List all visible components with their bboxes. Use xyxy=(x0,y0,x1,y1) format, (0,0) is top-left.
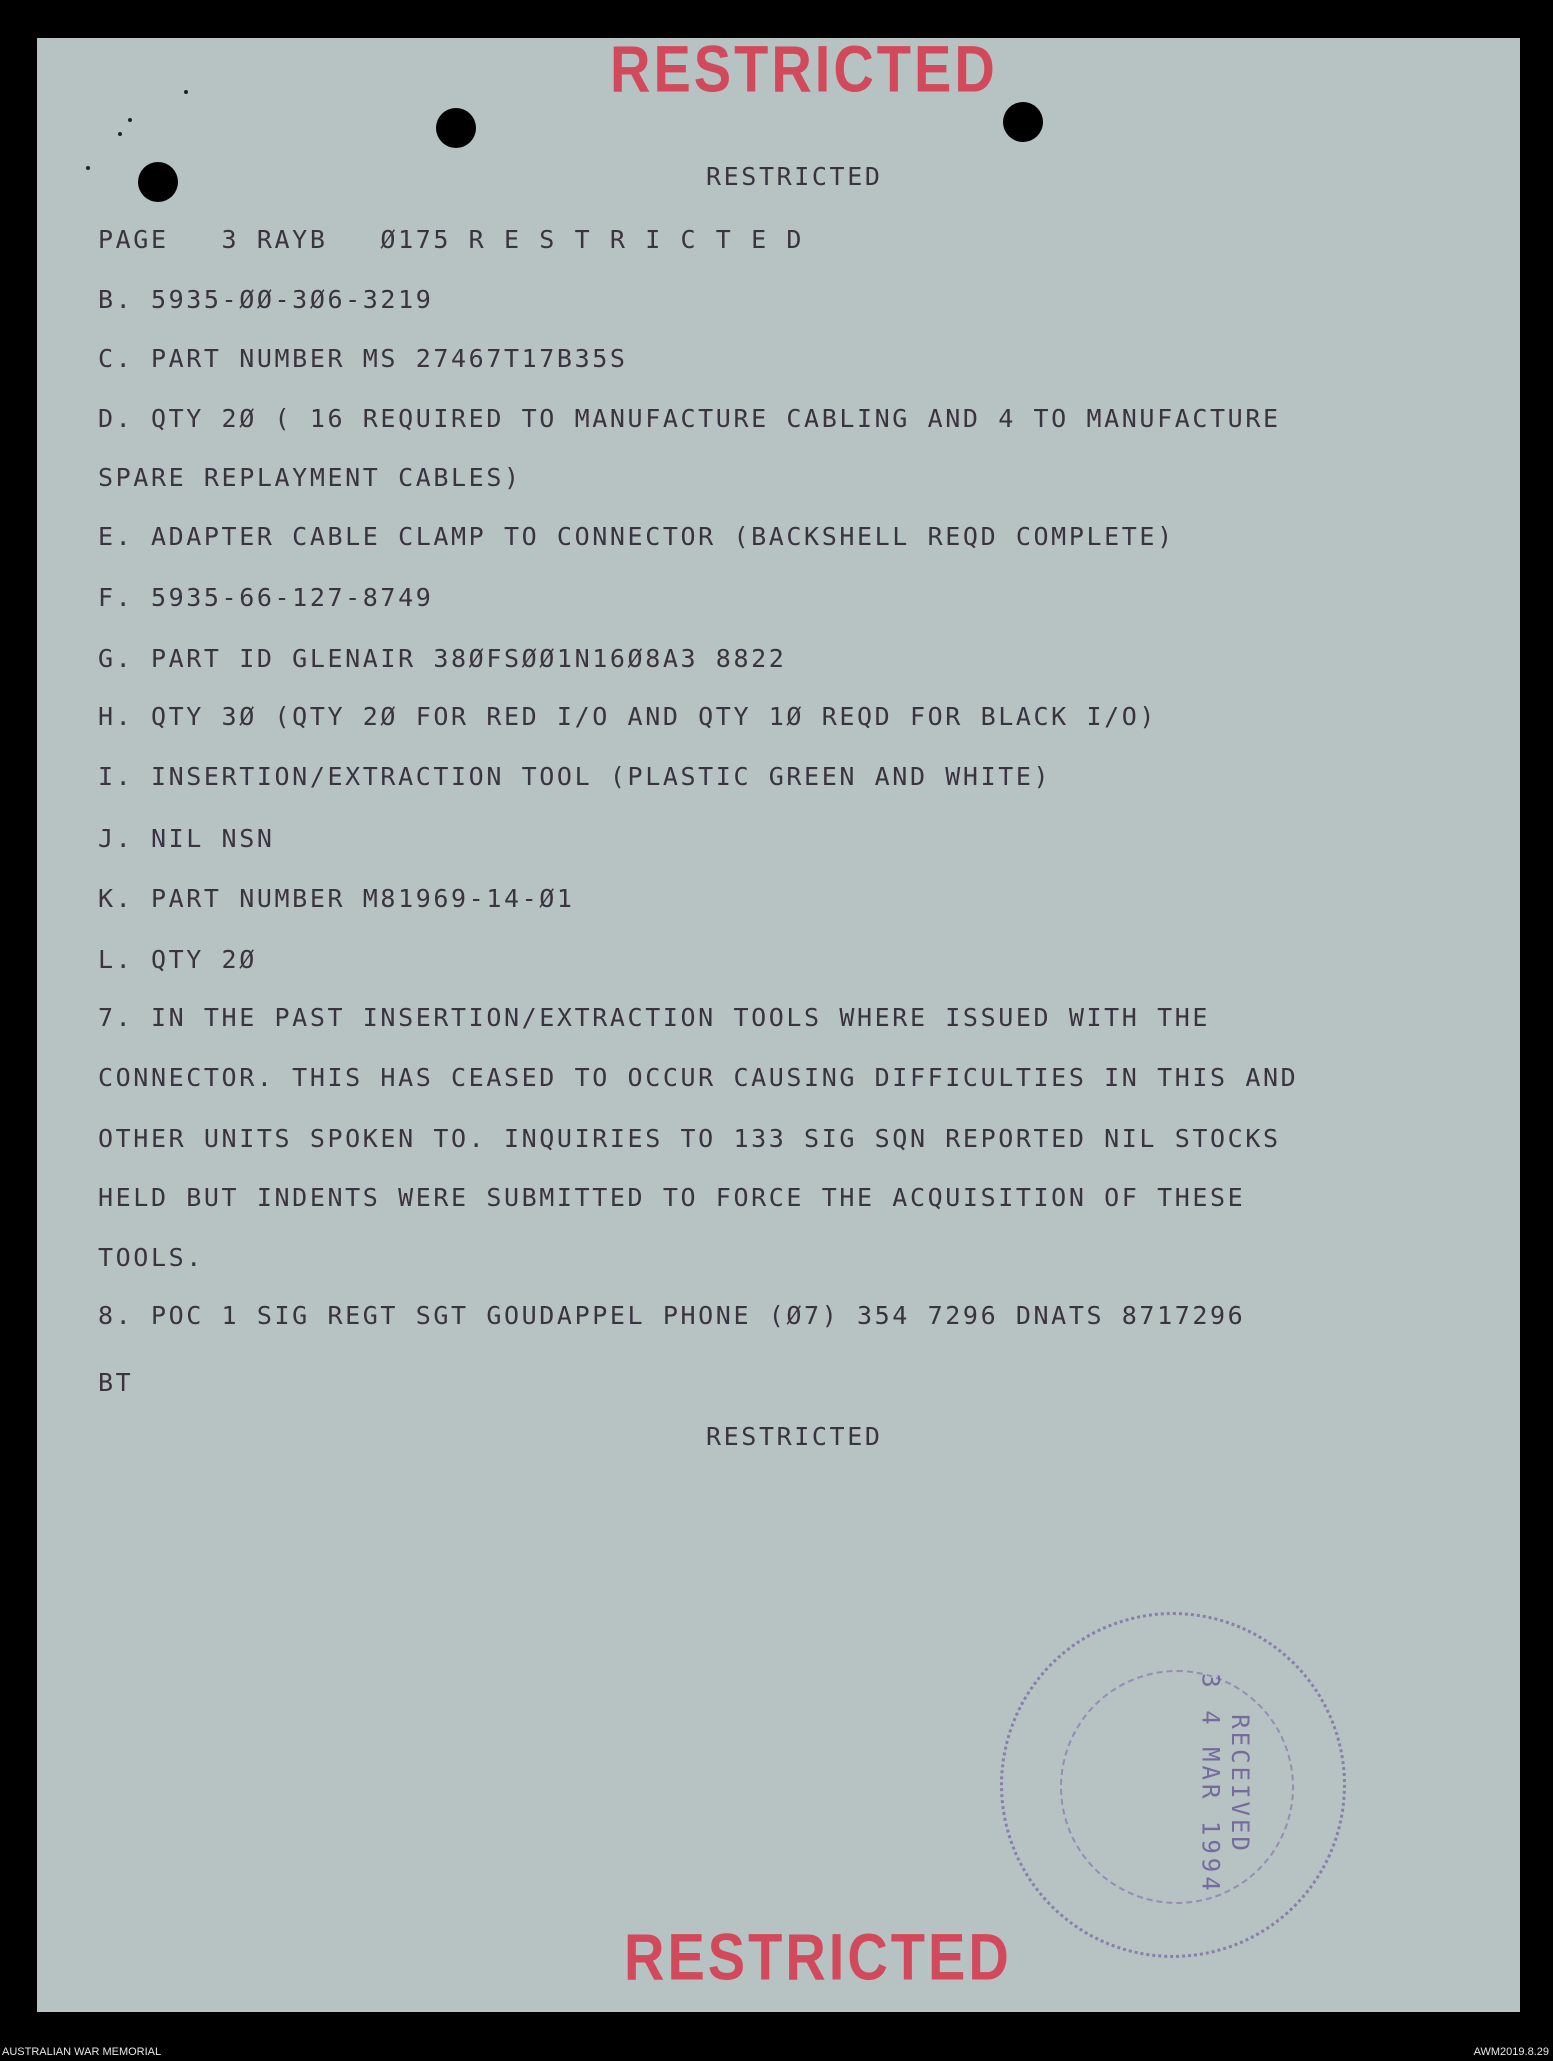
text-line: BT xyxy=(98,1368,134,1397)
punch-hole-right xyxy=(1003,102,1043,142)
restricted-stamp-top: RESTRICTED xyxy=(610,31,998,106)
document-footer: RESTRICTED xyxy=(706,1422,883,1451)
text-line: D. QTY 2Ø ( 16 REQUIRED TO MANUFACTURE CABLING AND 4 TO MANUFACTURE xyxy=(98,404,1281,433)
archive-caption-left: AUSTRALIAN WAR MEMORIAL xyxy=(2,2046,162,2058)
paper-speck xyxy=(118,132,122,136)
text-line: B. 5935-ØØ-3Ø6-3219 xyxy=(98,285,434,314)
punch-hole-left xyxy=(138,162,178,202)
text-line: F. 5935-66-127-8749 xyxy=(98,583,434,612)
text-line: HELD BUT INDENTS WERE SUBMITTED TO FORCE THE ACQUISITION OF THESE xyxy=(98,1183,1246,1212)
text-line: CONNECTOR. THIS HAS CEASED TO OCCUR CAUSING DIFFICULTIES IN THIS AND xyxy=(98,1063,1299,1092)
postmark-date: 3 4 MAR 1994 xyxy=(1196,1673,1225,1895)
text-line: K. PART NUMBER M81969-14-Ø1 xyxy=(98,884,575,913)
text-line: E. ADAPTER CABLE CLAMP TO CONNECTOR (BACKSHELL REQD COMPLETE) xyxy=(98,522,1175,551)
text-line: PAGE 3 RAYB Ø175 R E S T R I C T E D xyxy=(98,225,805,254)
text-line: OTHER UNITS SPOKEN TO. INQUIRIES TO 133 SIG SQN REPORTED NIL STOCKS xyxy=(98,1124,1281,1153)
restricted-stamp-bottom: RESTRICTED xyxy=(624,1919,1012,1994)
archive-caption-right: AWM2019.8.29 xyxy=(1473,2046,1549,2058)
text-line: I. INSERTION/EXTRACTION TOOL (PLASTIC GREEN AND WHITE) xyxy=(98,762,1052,791)
text-line: 7. IN THE PAST INSERTION/EXTRACTION TOOLS WHERE ISSUED WITH THE xyxy=(98,1003,1211,1032)
text-line: C. PART NUMBER MS 27467T17B35S xyxy=(98,344,628,373)
paper-speck xyxy=(86,166,90,170)
text-line: SPARE REPLAYMENT CABLES) xyxy=(98,463,522,492)
document-header: RESTRICTED xyxy=(706,162,883,191)
text-line: G. PART ID GLENAIR 38ØFSØØ1N16Ø8A3 8822 xyxy=(98,644,787,673)
text-line: 8. POC 1 SIG REGT SGT GOUDAPPEL PHONE (Ø7) 354 7296 DNATS 8717296 xyxy=(98,1301,1246,1330)
text-line: J. NIL NSN xyxy=(98,824,275,853)
punch-hole-center xyxy=(436,108,476,148)
paper-speck xyxy=(128,118,132,122)
text-line: TOOLS. xyxy=(98,1243,204,1272)
text-line: L. QTY 2Ø xyxy=(98,945,257,974)
postmark-received-label: RECEIVED xyxy=(1225,1714,1254,1854)
paper-speck xyxy=(184,90,188,94)
received-postmark-inner-ring xyxy=(1060,1670,1294,1904)
text-line: H. QTY 3Ø (QTY 2Ø FOR RED I/O AND QTY 1Ø REQD FOR BLACK I/O) xyxy=(98,702,1158,731)
